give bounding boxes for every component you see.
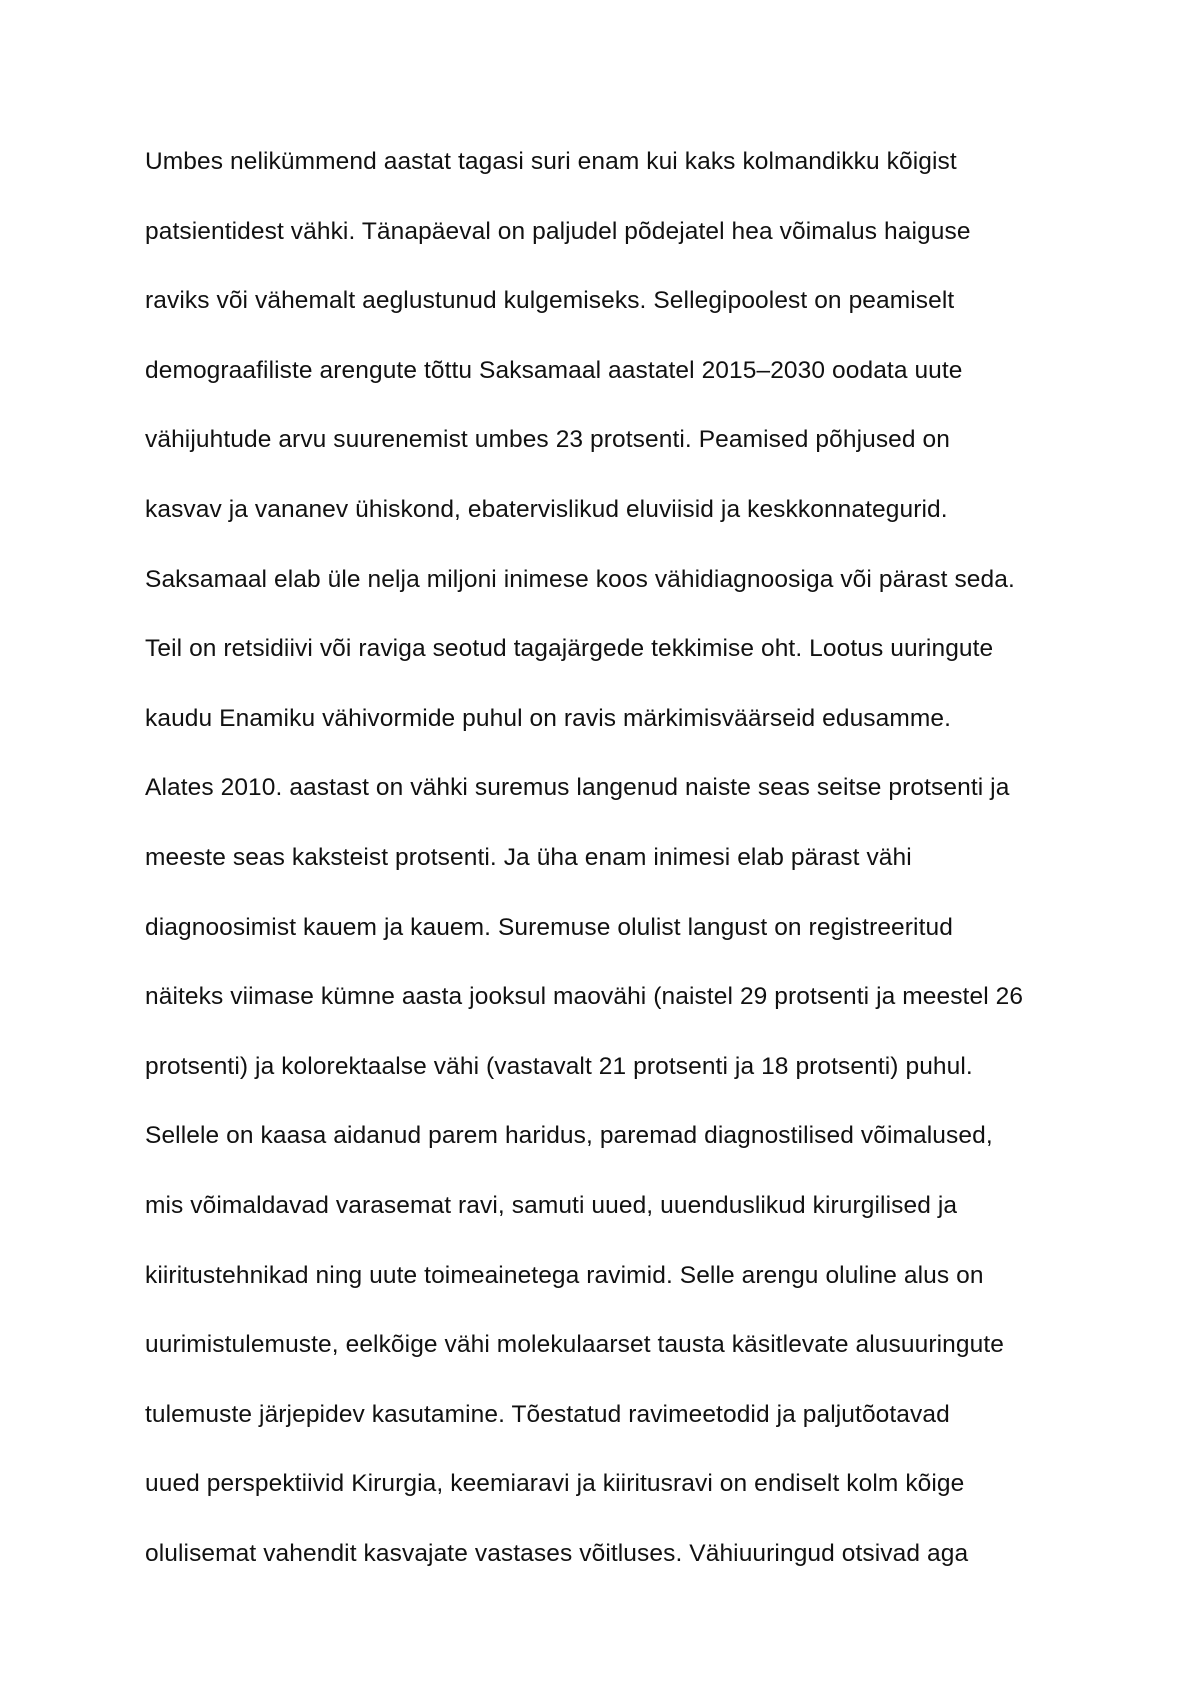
text-line: Umbes nelikümmend aastat tagasi suri enam kui kaks kolmandikku kõigist bbox=[145, 148, 957, 175]
text-line: vähijuhtude arvu suurenemist umbes 23 protsenti. Peamised põhjused on bbox=[145, 426, 950, 454]
text-line: tulemuste järjepidev kasutamine. Tõestatud ravimeetodid ja paljutõotavad bbox=[145, 1400, 950, 1428]
text-line: Teil on retsidiivi või raviga seotud tagajärgede tekkimise oht. Lootus uuringute bbox=[145, 635, 994, 663]
text-line: diagnoosimist kauem ja kauem. Suremuse olulist langust on registreeritud bbox=[145, 913, 953, 941]
text-line: olulisemat vahendit kasvajate vastases võitluses. Vähiuuringud otsivad aga bbox=[145, 1539, 969, 1567]
text-line: protsenti) ja kolorektaalse vähi (vastavalt 21 protsenti ja 18 protsenti) puhul. bbox=[145, 1052, 973, 1080]
text-line: patsientidest vähki. Tänapäeval on paljudel põdejatel hea võimalus haiguse bbox=[145, 217, 971, 245]
text-line: Alates 2010. aastast on vähki suremus langenud naiste seas seitse protsenti ja bbox=[145, 774, 1010, 802]
text-line: uued perspektiivid Kirurgia, keemiaravi ja kiiritusravi on endiselt kolm kõige bbox=[145, 1470, 965, 1498]
text-line: meeste seas kaksteist protsenti. Ja üha enam inimesi elab pärast vähi bbox=[145, 843, 912, 871]
text-line: kasvav ja vananev ühiskond, ebatervislikud eluviisid ja keskkonnategurid. bbox=[145, 495, 948, 523]
text-line: raviks või vähemalt aeglustunud kulgemiseks. Sellegipoolest on peamiselt bbox=[145, 287, 955, 315]
text-line: uurimistulemuste, eelkõige vähi molekulaarset tausta käsitlevate alusuuringute bbox=[145, 1331, 1004, 1359]
text-line: mis võimaldavad varasemat ravi, samuti uued, uuenduslikud kirurgilised ja bbox=[145, 1191, 958, 1219]
text-line: demograafiliste arengute tõttu Saksamaal aastatel 2015–2030 oodata uute bbox=[145, 356, 963, 384]
body-text bbox=[145, 142, 1145, 1603]
text-line: kaudu Enamiku vähivormide puhul on ravis märkimisväärseid edusamme. bbox=[145, 704, 952, 732]
text-line: kiiritustehnikad ning uute toimeainetega ravimid. Selle arengu oluline alus on bbox=[145, 1261, 984, 1289]
text-line: Saksamaal elab üle nelja miljoni inimese koos vähidiagnoosiga või pärast seda. bbox=[145, 565, 1015, 593]
text-line: näiteks viimase kümne aasta jooksul maovähi (naistel 29 protsenti ja meestel 26 bbox=[145, 983, 1024, 1011]
text-line: Sellele on kaasa aidanud parem haridus, paremad diagnostilised võimalused, bbox=[145, 1122, 993, 1150]
